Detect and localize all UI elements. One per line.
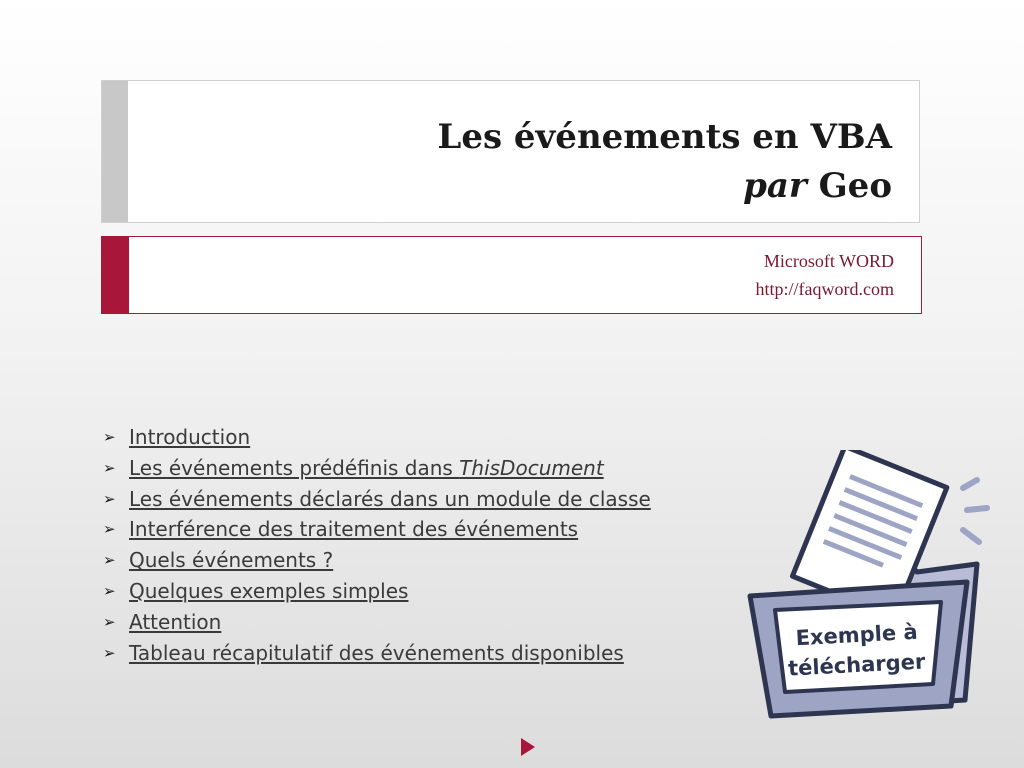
toc-link-attention[interactable]: Attention (129, 609, 222, 634)
toc-item (103, 422, 651, 453)
toc-item (103, 484, 651, 515)
toc-item (103, 514, 651, 545)
toc-link-text: Les événements prédéfinis dans (129, 455, 460, 480)
toc-item (103, 607, 651, 638)
next-slide-triangle-right-icon[interactable] (521, 738, 535, 756)
toc-link-exemples-simples[interactable]: Quelques exemples simples (129, 578, 409, 603)
slide-title (437, 113, 892, 211)
download-example-button[interactable] (745, 450, 995, 720)
title-author: Geo (806, 166, 892, 206)
arrow-bullet-icon: ➢ (103, 612, 116, 631)
subtitle-accent-bar (102, 237, 129, 313)
arrow-bullet-icon: ➢ (103, 428, 116, 446)
arrow-bullet-icon: ➢ (103, 551, 116, 570)
subtitle-box (101, 236, 922, 314)
toc-link-quels-evenements[interactable]: Quels événements ? (129, 548, 334, 573)
toc-link-interference[interactable]: Interférence des traitement des événements (129, 517, 579, 542)
subtitle-product: Microsoft WORD (763, 251, 894, 271)
toc-link-introduction[interactable]: Introduction (129, 425, 251, 449)
title-par: par (743, 166, 807, 206)
title-line-1: Les événements en VBA (437, 117, 892, 157)
download-label-line-2: télécharger (787, 649, 926, 681)
toc-item (103, 638, 651, 669)
toc-link-evenements-predefinis[interactable] (129, 453, 604, 484)
toc-link-evenements-declares[interactable]: Les événements déclarés dans un module de classe (129, 486, 651, 511)
arrow-bullet-icon: ➢ (103, 489, 116, 508)
subtitle-url: http://faqword.com (755, 279, 894, 299)
title-box (101, 80, 920, 223)
arrow-bullet-icon: ➢ (103, 643, 116, 662)
arrow-bullet-icon: ➢ (103, 520, 116, 539)
toc-item (103, 453, 651, 484)
folder-document-icon (745, 450, 995, 720)
download-label-line-1: Exemple à (795, 619, 919, 651)
table-of-contents (103, 422, 651, 668)
toc-item (103, 545, 651, 576)
title-accent-bar (102, 81, 128, 222)
toc-link-tableau-recapitulatif[interactable]: Tableau récapitulatif des événements disponibles (129, 640, 624, 665)
arrow-bullet-icon: ➢ (103, 581, 116, 600)
slide-subtitle (756, 247, 894, 303)
toc-item (103, 576, 651, 607)
arrow-bullet-icon: ➢ (103, 458, 116, 477)
title-line-2 (437, 162, 892, 211)
toc-link-emphasis: ThisDocument (459, 455, 604, 480)
